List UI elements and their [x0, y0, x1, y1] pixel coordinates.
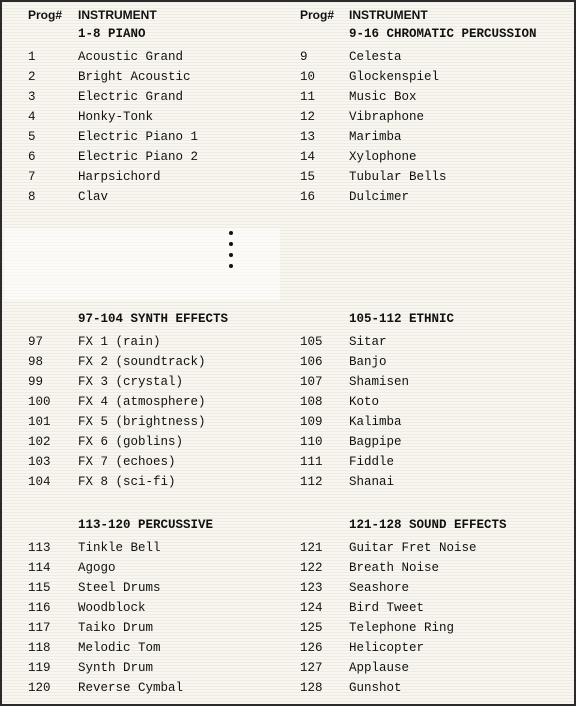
program-number: 1	[28, 50, 36, 64]
section-title: 113-120 PERCUSSIVE	[78, 518, 214, 532]
program-number: 98	[28, 355, 44, 369]
instrument-name: Vibraphone	[349, 110, 425, 124]
instrument-name: FX 5 (brightness)	[78, 415, 206, 429]
program-number: 102	[28, 435, 51, 449]
program-number: 101	[28, 415, 51, 429]
program-number: 125	[300, 621, 323, 635]
instrument-name: Koto	[349, 395, 380, 409]
instrument-name: FX 7 (echoes)	[78, 455, 176, 469]
instrument-name: Tinkle Bell	[78, 541, 161, 555]
instrument-name: FX 8 (sci-fi)	[78, 475, 176, 489]
program-number: 120	[28, 681, 51, 695]
section-title: 1-8 PIANO	[78, 27, 146, 41]
program-number: 126	[300, 641, 323, 655]
program-number: 121	[300, 541, 323, 555]
program-number: 116	[28, 601, 51, 615]
instrument-name: Melodic Tom	[78, 641, 161, 655]
program-number: 111	[300, 455, 323, 469]
program-number: 99	[28, 375, 44, 389]
instrument-name: Electric Piano 2	[78, 150, 199, 164]
instrument-name: Bright Acoustic	[78, 70, 191, 84]
program-number: 122	[300, 561, 323, 575]
program-number: 3	[28, 90, 36, 104]
instrument-name: Telephone Ring	[349, 621, 455, 635]
program-number: 7	[28, 170, 36, 184]
instrument-name: Fiddle	[349, 455, 395, 469]
section-title: 105-112 ETHNIC	[349, 312, 455, 326]
program-number: 97	[28, 335, 44, 349]
instrument-name: Music Box	[349, 90, 417, 104]
program-number: 109	[300, 415, 323, 429]
program-number: 128	[300, 681, 323, 695]
section-title: 121-128 SOUND EFFECTS	[349, 518, 507, 532]
instrument-name: FX 6 (goblins)	[78, 435, 184, 449]
program-number: 113	[28, 541, 51, 555]
instrument-name: Sitar	[349, 335, 387, 349]
program-number: 127	[300, 661, 323, 675]
program-number: 4	[28, 110, 36, 124]
instrument-name: Seashore	[349, 581, 410, 595]
instrument-name: Celesta	[349, 50, 402, 64]
instrument-name: Honky-Tonk	[78, 110, 154, 124]
instrument-header-left: INSTRUMENT	[78, 8, 157, 22]
program-number: 123	[300, 581, 323, 595]
instrument-name: FX 3 (crystal)	[78, 375, 184, 389]
instrument-name: Harpsichord	[78, 170, 161, 184]
instrument-name: Kalimba	[349, 415, 402, 429]
program-number: 108	[300, 395, 323, 409]
instrument-name: Clav	[78, 190, 109, 204]
program-number: 15	[300, 170, 316, 184]
instrument-name: Xylophone	[349, 150, 417, 164]
omission-gap	[4, 228, 280, 300]
instrument-name: Gunshot	[349, 681, 402, 695]
instrument-name: Glockenspiel	[349, 70, 440, 84]
instrument-name: Marimba	[349, 130, 402, 144]
program-number: 117	[28, 621, 51, 635]
instrument-name: FX 4 (atmosphere)	[78, 395, 206, 409]
program-number: 6	[28, 150, 36, 164]
program-number: 106	[300, 355, 323, 369]
program-number: 2	[28, 70, 36, 84]
program-number: 105	[300, 335, 323, 349]
program-number: 112	[300, 475, 323, 489]
program-number: 10	[300, 70, 316, 84]
instrument-name: FX 1 (rain)	[78, 335, 161, 349]
program-number: 9	[300, 50, 308, 64]
program-number: 110	[300, 435, 323, 449]
program-number: 14	[300, 150, 316, 164]
program-number: 16	[300, 190, 316, 204]
instrument-name: Taiko Drum	[78, 621, 154, 635]
instrument-name: Tubular Bells	[349, 170, 447, 184]
program-number: 13	[300, 130, 316, 144]
prog-header-right: Prog#	[300, 8, 335, 22]
instrument-name: Steel Drums	[78, 581, 161, 595]
program-number: 5	[28, 130, 36, 144]
section-title: 97-104 SYNTH EFFECTS	[78, 312, 229, 326]
instrument-header-right: INSTRUMENT	[349, 8, 428, 22]
program-number: 118	[28, 641, 51, 655]
program-number: 11	[300, 90, 316, 104]
program-number: 104	[28, 475, 51, 489]
section-title: 9-16 CHROMATIC PERCUSSION	[349, 27, 537, 41]
program-number: 8	[28, 190, 36, 204]
instrument-name: FX 2 (soundtrack)	[78, 355, 206, 369]
instrument-name: Applause	[349, 661, 410, 675]
instrument-name: Dulcimer	[349, 190, 410, 204]
instrument-name: Reverse Cymbal	[78, 681, 184, 695]
instrument-name: Banjo	[349, 355, 387, 369]
instrument-name: Electric Grand	[78, 90, 184, 104]
prog-header-left: Prog#	[28, 8, 63, 22]
instrument-name: Guitar Fret Noise	[349, 541, 477, 555]
instrument-name: Synth Drum	[78, 661, 154, 675]
program-number: 107	[300, 375, 323, 389]
program-number: 124	[300, 601, 323, 615]
instrument-name: Electric Piano 1	[78, 130, 199, 144]
program-number: 100	[28, 395, 51, 409]
instrument-name: Bird Tweet	[349, 601, 425, 615]
program-number: 119	[28, 661, 51, 675]
program-number: 115	[28, 581, 51, 595]
instrument-name: Shamisen	[349, 375, 410, 389]
program-number: 103	[28, 455, 51, 469]
instrument-name: Shanai	[349, 475, 395, 489]
instrument-name: Breath Noise	[349, 561, 440, 575]
program-number: 12	[300, 110, 316, 124]
instrument-name: Agogo	[78, 561, 116, 575]
program-number: 114	[28, 561, 51, 575]
instrument-name: Woodblock	[78, 601, 146, 615]
instrument-name: Bagpipe	[349, 435, 402, 449]
instrument-name: Acoustic Grand	[78, 50, 184, 64]
instrument-name: Helicopter	[349, 641, 425, 655]
